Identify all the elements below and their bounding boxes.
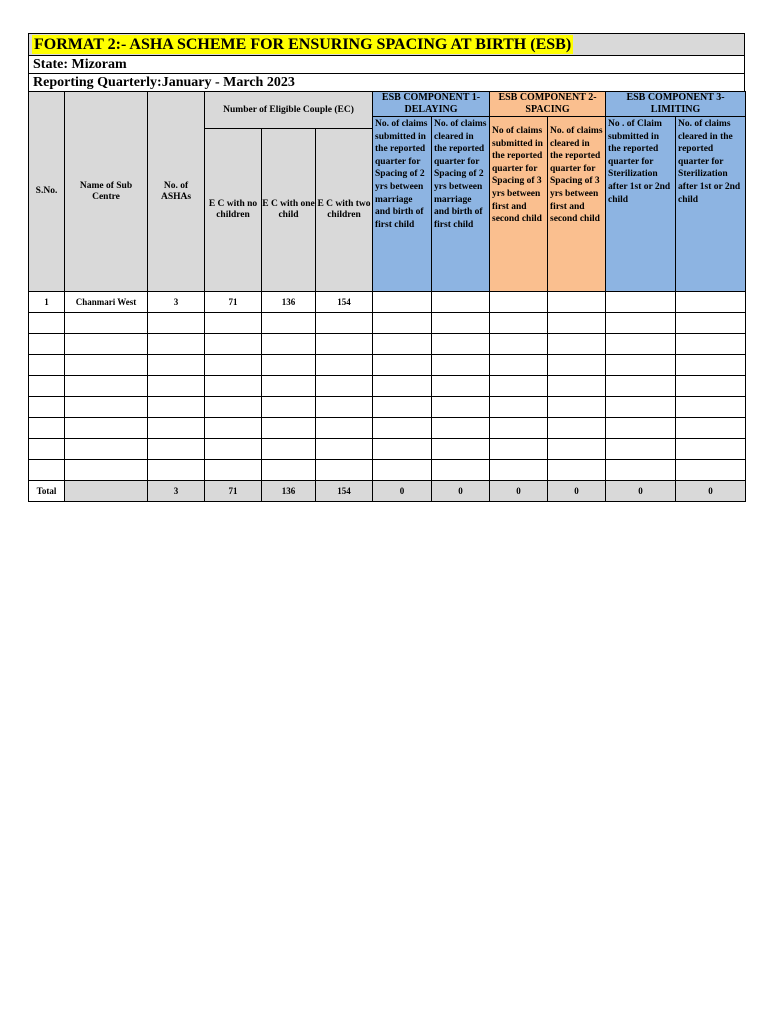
cell-c2-cleared xyxy=(548,292,606,313)
cell-c2-submitted xyxy=(490,376,548,397)
table-row xyxy=(29,334,746,355)
cell-sno xyxy=(29,418,65,439)
cell-c2-cleared xyxy=(548,313,606,334)
cell-c3-cleared xyxy=(676,460,746,481)
total-c3-cleared: 0 xyxy=(676,481,746,502)
header-ec-one-child: E C with one child xyxy=(262,129,316,292)
total-c1-cleared: 0 xyxy=(432,481,490,502)
cell-ec-two xyxy=(316,439,373,460)
cell-c1-cleared xyxy=(432,460,490,481)
cell-c3-cleared xyxy=(676,397,746,418)
total-label: Total xyxy=(29,481,65,502)
cell-sno xyxy=(29,460,65,481)
cell-c3-submitted xyxy=(606,313,676,334)
header-c1-submitted: No. of claims submitted in the reported quarter for Spacing of 2 yrs between marriage and birth of first child xyxy=(373,117,432,292)
cell-c1-submitted xyxy=(373,439,432,460)
cell-c3-submitted xyxy=(606,418,676,439)
cell-c1-submitted xyxy=(373,418,432,439)
header-component-1: ESB COMPONENT 1- DELAYING xyxy=(373,92,490,117)
cell-ashas xyxy=(148,397,205,418)
table-row xyxy=(29,355,746,376)
cell-ec-two xyxy=(316,397,373,418)
cell-c3-cleared xyxy=(676,418,746,439)
cell-c3-submitted xyxy=(606,460,676,481)
header-c2-submitted: No of claims submitted in the reported quarter for Spacing of 3 yrs between first and second child xyxy=(490,117,548,292)
cell-ec-one xyxy=(262,376,316,397)
cell-ec-one xyxy=(262,439,316,460)
cell-c1-submitted xyxy=(373,334,432,355)
cell-c3-submitted xyxy=(606,397,676,418)
cell-c1-cleared xyxy=(432,292,490,313)
cell-c3-cleared xyxy=(676,292,746,313)
cell-ec-none xyxy=(205,355,262,376)
table-row xyxy=(29,460,746,481)
cell-subcentre xyxy=(65,439,148,460)
total-c2-cleared: 0 xyxy=(548,481,606,502)
total-ashas: 3 xyxy=(148,481,205,502)
cell-c2-cleared xyxy=(548,334,606,355)
header-component-2: ESB COMPONENT 2- SPACING xyxy=(490,92,606,117)
total-ec-two: 154 xyxy=(316,481,373,502)
cell-sno xyxy=(29,313,65,334)
cell-c3-submitted xyxy=(606,376,676,397)
cell-ashas: 3 xyxy=(148,292,205,313)
cell-ashas xyxy=(148,376,205,397)
cell-c1-cleared xyxy=(432,334,490,355)
cell-c1-submitted xyxy=(373,355,432,376)
cell-c2-submitted xyxy=(490,292,548,313)
cell-c1-submitted xyxy=(373,397,432,418)
cell-subcentre xyxy=(65,397,148,418)
cell-subcentre xyxy=(65,355,148,376)
state-label: State: Mizoram xyxy=(28,55,745,73)
total-c1-submitted: 0 xyxy=(373,481,432,502)
cell-sno xyxy=(29,355,65,376)
header-sno: S.No. xyxy=(29,92,65,292)
cell-subcentre xyxy=(65,334,148,355)
cell-ec-one: 136 xyxy=(262,292,316,313)
header-c3-cleared: No. of claims cleared in the reported quarter for Sterilization after 1st or 2nd child xyxy=(676,117,746,292)
total-c2-submitted: 0 xyxy=(490,481,548,502)
total-c3-submitted: 0 xyxy=(606,481,676,502)
cell-ec-one xyxy=(262,355,316,376)
cell-c3-submitted xyxy=(606,334,676,355)
cell-subcentre: Chanmari West xyxy=(65,292,148,313)
cell-c1-cleared xyxy=(432,313,490,334)
cell-ec-one xyxy=(262,460,316,481)
cell-c1-submitted xyxy=(373,460,432,481)
cell-sno xyxy=(29,439,65,460)
cell-c1-submitted xyxy=(373,313,432,334)
cell-ec-two xyxy=(316,460,373,481)
reporting-quarter-label: Reporting Quarterly:January - March 2023 xyxy=(28,73,745,91)
cell-ec-one xyxy=(262,334,316,355)
cell-c2-submitted xyxy=(490,355,548,376)
cell-c1-cleared xyxy=(432,418,490,439)
cell-c3-submitted xyxy=(606,292,676,313)
cell-ec-one xyxy=(262,418,316,439)
cell-c2-cleared xyxy=(548,355,606,376)
header-c3-submitted: No . of Claim submitted in the reported quarter for Sterilization after 1st or 2nd child xyxy=(606,117,676,292)
cell-ec-one xyxy=(262,397,316,418)
cell-c3-cleared xyxy=(676,334,746,355)
cell-ec-two xyxy=(316,355,373,376)
cell-ec-none xyxy=(205,397,262,418)
total-row xyxy=(29,481,746,502)
cell-sno xyxy=(29,397,65,418)
report-title: FORMAT 2:- ASHA SCHEME FOR ENSURING SPACING AT BIRTH (ESB) xyxy=(34,36,572,53)
cell-ec-two xyxy=(316,418,373,439)
total-ec-none: 71 xyxy=(205,481,262,502)
cell-c2-submitted xyxy=(490,334,548,355)
cell-ec-one xyxy=(262,313,316,334)
cell-ashas xyxy=(148,460,205,481)
table-row xyxy=(29,397,746,418)
esb-table xyxy=(28,91,746,502)
total-ec-one: 136 xyxy=(262,481,316,502)
cell-c1-cleared xyxy=(432,355,490,376)
cell-ashas xyxy=(148,313,205,334)
cell-ec-two xyxy=(316,334,373,355)
cell-subcentre xyxy=(65,376,148,397)
cell-ec-none: 71 xyxy=(205,292,262,313)
cell-c2-submitted xyxy=(490,397,548,418)
header-ashas: No. of ASHAs xyxy=(148,92,205,292)
cell-c1-cleared xyxy=(432,397,490,418)
cell-c2-submitted xyxy=(490,460,548,481)
report-sheet xyxy=(28,33,745,502)
header-component-3: ESB COMPONENT 3- LIMITING xyxy=(606,92,746,117)
table-row xyxy=(29,313,746,334)
cell-c3-cleared xyxy=(676,439,746,460)
cell-c2-submitted xyxy=(490,313,548,334)
cell-c2-submitted xyxy=(490,418,548,439)
title-row xyxy=(28,33,745,55)
cell-c2-submitted xyxy=(490,439,548,460)
cell-ec-two xyxy=(316,376,373,397)
cell-ashas xyxy=(148,334,205,355)
cell-c2-cleared xyxy=(548,460,606,481)
cell-ashas xyxy=(148,355,205,376)
cell-c2-cleared xyxy=(548,439,606,460)
cell-c3-submitted xyxy=(606,439,676,460)
cell-ashas xyxy=(148,418,205,439)
header-ec-group: Number of Eligible Couple (EC) xyxy=(205,92,373,129)
cell-c1-submitted xyxy=(373,292,432,313)
cell-ashas xyxy=(148,439,205,460)
cell-sno: 1 xyxy=(29,292,65,313)
cell-c3-cleared xyxy=(676,313,746,334)
cell-c1-cleared xyxy=(432,439,490,460)
table-row xyxy=(29,376,746,397)
cell-ec-none xyxy=(205,376,262,397)
cell-c3-submitted xyxy=(606,355,676,376)
cell-ec-none xyxy=(205,439,262,460)
cell-ec-two: 154 xyxy=(316,292,373,313)
header-subcentre: Name of Sub Centre xyxy=(65,92,148,292)
cell-ec-none xyxy=(205,418,262,439)
total-subcentre xyxy=(65,481,148,502)
cell-sno xyxy=(29,376,65,397)
cell-c2-cleared xyxy=(548,397,606,418)
cell-ec-none xyxy=(205,334,262,355)
cell-ec-none xyxy=(205,313,262,334)
cell-c1-submitted xyxy=(373,376,432,397)
header-c1-cleared: No. of claims cleared in the reported quarter for Spacing of 2 yrs between marriage and birth of first child xyxy=(432,117,490,292)
cell-c3-cleared xyxy=(676,376,746,397)
header-c2-cleared: No. of claims cleared in the reported quarter for Spacing of 3 yrs between first and second child xyxy=(548,117,606,292)
cell-ec-none xyxy=(205,460,262,481)
table-row xyxy=(29,418,746,439)
cell-subcentre xyxy=(65,460,148,481)
cell-c1-cleared xyxy=(432,376,490,397)
cell-c2-cleared xyxy=(548,376,606,397)
cell-sno xyxy=(29,334,65,355)
cell-c3-cleared xyxy=(676,355,746,376)
cell-subcentre xyxy=(65,313,148,334)
table-row xyxy=(29,439,746,460)
table-row xyxy=(29,292,746,313)
cell-c2-cleared xyxy=(548,418,606,439)
cell-subcentre xyxy=(65,418,148,439)
cell-ec-two xyxy=(316,313,373,334)
header-ec-no-children: E C with no children xyxy=(205,129,262,292)
header-ec-two-children: E C with two children xyxy=(316,129,373,292)
